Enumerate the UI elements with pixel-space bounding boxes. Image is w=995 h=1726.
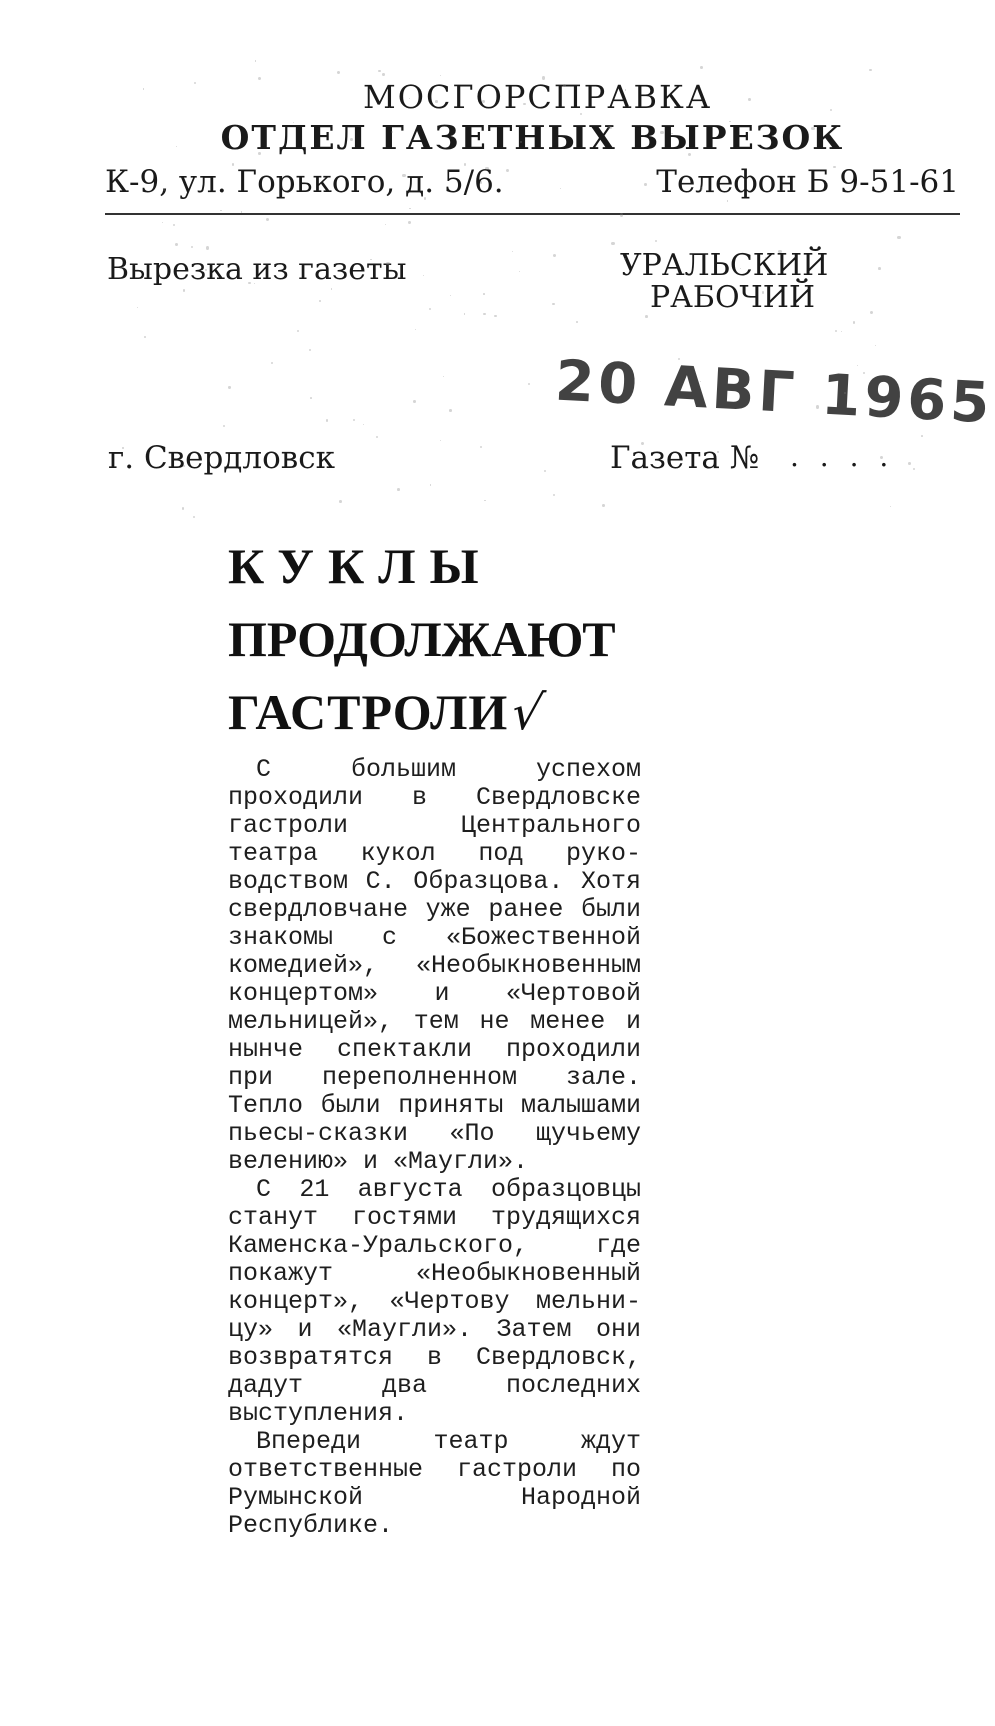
noise-speck: [729, 121, 731, 123]
noise-speck: [326, 419, 328, 421]
noise-speck: [440, 75, 442, 77]
noise-speck: [494, 315, 497, 318]
headline-line3: [228, 676, 616, 750]
agency-phone: Телефон Б 9-51-61: [656, 164, 959, 200]
noise-speck: [620, 213, 623, 216]
noise-speck: [816, 405, 819, 408]
noise-speck: [553, 254, 556, 257]
headline-line2: ПРОДОЛЖАЮТ: [228, 611, 616, 667]
headline-line3-text: ГАСТРОЛИ: [228, 684, 509, 740]
noise-speck: [449, 409, 452, 412]
noise-speck: [628, 106, 629, 107]
noise-speck: [258, 152, 261, 155]
noise-speck: [193, 516, 195, 518]
noise-speck: [611, 242, 614, 245]
noise-speck: [688, 153, 691, 156]
noise-speck: [363, 424, 365, 426]
noise-speck: [137, 307, 138, 308]
article-headline: [228, 530, 616, 750]
noise-speck: [835, 330, 837, 332]
noise-speck: [644, 183, 647, 186]
newspaper-name-line2: РАБОЧИЙ: [650, 280, 816, 315]
noise-speck: [506, 169, 509, 172]
noise-speck: [727, 200, 729, 202]
noise-speck: [700, 66, 703, 69]
noise-speck: [310, 397, 312, 399]
noise-speck: [163, 189, 165, 191]
noise-speck: [232, 163, 235, 166]
noise-speck: [223, 425, 225, 427]
noise-speck: [483, 313, 485, 315]
noise-speck: [908, 462, 911, 465]
noise-speck: [811, 127, 814, 130]
noise-speck: [309, 349, 311, 351]
noise-speck: [271, 362, 273, 364]
noise-speck: [464, 163, 466, 165]
noise-speck: [228, 386, 230, 388]
noise-speck: [435, 100, 438, 103]
noise-speck: [162, 222, 164, 224]
noise-speck: [413, 400, 416, 403]
noise-speck: [645, 315, 648, 318]
noise-speck: [875, 345, 876, 346]
noise-speck: [519, 271, 520, 272]
noise-speck: [350, 138, 353, 141]
clipping-label: Вырезка из газеты: [107, 252, 407, 287]
noise-speck: [376, 436, 378, 438]
noise-speck: [576, 321, 578, 323]
noise-speck: [450, 295, 452, 297]
noise-speck: [552, 303, 555, 306]
noise-speck: [671, 133, 673, 135]
noise-speck: [182, 507, 184, 509]
noise-speck: [897, 236, 900, 239]
noise-speck: [921, 435, 923, 437]
noise-speck: [560, 188, 561, 189]
noise-speck: [484, 500, 485, 501]
noise-speck: [353, 419, 355, 421]
noise-speck: [608, 126, 611, 129]
noise-speck: [563, 84, 566, 87]
noise-speck: [382, 73, 385, 76]
noise-speck: [778, 250, 781, 253]
noise-speck: [655, 240, 657, 242]
newspaper-name: [620, 250, 920, 314]
noise-speck: [220, 210, 222, 212]
noise-speck: [293, 122, 294, 123]
noise-speck: [120, 267, 122, 269]
noise-speck: [191, 246, 194, 249]
noise-speck: [748, 98, 751, 101]
noise-speck: [144, 336, 146, 338]
noise-speck: [869, 69, 871, 71]
issue-number-blank: . . . .: [790, 440, 895, 473]
agency-address: К-9, ул. Горького, д. 5/6.: [105, 164, 504, 200]
noise-speck: [717, 451, 718, 452]
header-divider: [105, 213, 960, 215]
noise-speck: [173, 224, 175, 226]
noise-speck: [853, 321, 855, 323]
noise-speck: [870, 311, 873, 314]
issue-number-label: Газета №: [610, 440, 760, 476]
noise-speck: [464, 313, 465, 314]
noise-speck: [890, 506, 891, 507]
noise-speck: [266, 218, 269, 221]
noise-speck: [415, 329, 416, 330]
noise-speck: [440, 440, 441, 441]
noise-speck: [241, 211, 242, 212]
article-body: [228, 756, 641, 1540]
noise-speck: [430, 484, 431, 485]
noise-speck: [378, 70, 380, 72]
headline-line1: КУКЛЫ: [228, 538, 493, 594]
noise-speck: [841, 331, 842, 332]
date-stamp: 20 АВГ 1965: [553, 348, 995, 437]
article-paragraph: С большим успехом проходили в Свердловске гастроли Центрального театра кукол под руководством С. Образцова. Хотя свердловчане уже ранее были знакомы с «Божественной комедией», «Необыкновенным концертом» и «Чертовой мельницей», тем не менее и нынче спектакли проходили при переполненном зале. Тепло были приняты малышами пьесы-сказки «По щучьему велению» и «Маугли».: [228, 755, 641, 1176]
noise-speck: [913, 468, 915, 470]
noise-speck: [122, 447, 123, 448]
noise-speck: [429, 308, 431, 310]
noise-speck: [248, 282, 250, 284]
noise-speck: [544, 470, 546, 472]
noise-speck: [482, 100, 485, 103]
noise-speck: [542, 76, 545, 79]
noise-speck: [878, 267, 881, 270]
noise-speck: [833, 166, 836, 169]
article-paragraph: Впереди театр ждут ответственные гастроли по Румынской Народной Республике.: [228, 1427, 641, 1540]
noise-speck: [402, 174, 405, 177]
noise-speck: [880, 170, 881, 171]
noise-speck: [183, 289, 186, 292]
noise-speck: [337, 71, 340, 74]
noise-speck: [844, 392, 846, 394]
noise-speck: [206, 246, 209, 249]
noise-speck: [397, 488, 400, 491]
noise-speck: [408, 221, 411, 224]
noise-speck: [528, 383, 530, 385]
noise-speck: [175, 243, 178, 246]
noise-speck: [512, 251, 513, 252]
noise-speck: [423, 275, 424, 276]
noise-speck: [339, 500, 342, 503]
noise-speck: [602, 504, 605, 507]
check-mark-icon: √: [507, 685, 549, 741]
department-name: ОТДЕЛ ГАЗЕТНЫХ ВЫРЕЗОК: [220, 118, 845, 157]
noise-speck: [483, 293, 485, 295]
noise-speck: [370, 259, 371, 260]
noise-speck: [385, 224, 386, 225]
noise-speck: [386, 262, 389, 265]
city-label: г. Свердловск: [108, 440, 335, 476]
noise-speck: [409, 208, 411, 210]
noise-speck: [480, 446, 482, 448]
noise-speck: [443, 376, 445, 378]
article-paragraph: С 21 августа образцовцы станут гостями трудящихся Каменска-Уральского, где покажут «Необыкновенный концерт», «Чертову мельницу» и «Маугли». Затем они возвратятся в Свердловск, дадут два последних выступления.: [228, 1175, 641, 1428]
agency-name: МОСГОРСПРАВКА: [362, 78, 713, 116]
newspaper-name-line1: УРАЛЬСКИЙ: [620, 248, 829, 283]
noise-speck: [331, 288, 332, 289]
noise-speck: [255, 60, 256, 61]
noise-speck: [553, 494, 555, 496]
noise-speck: [297, 330, 299, 332]
noise-speck: [660, 131, 663, 134]
noise-speck: [319, 300, 321, 302]
